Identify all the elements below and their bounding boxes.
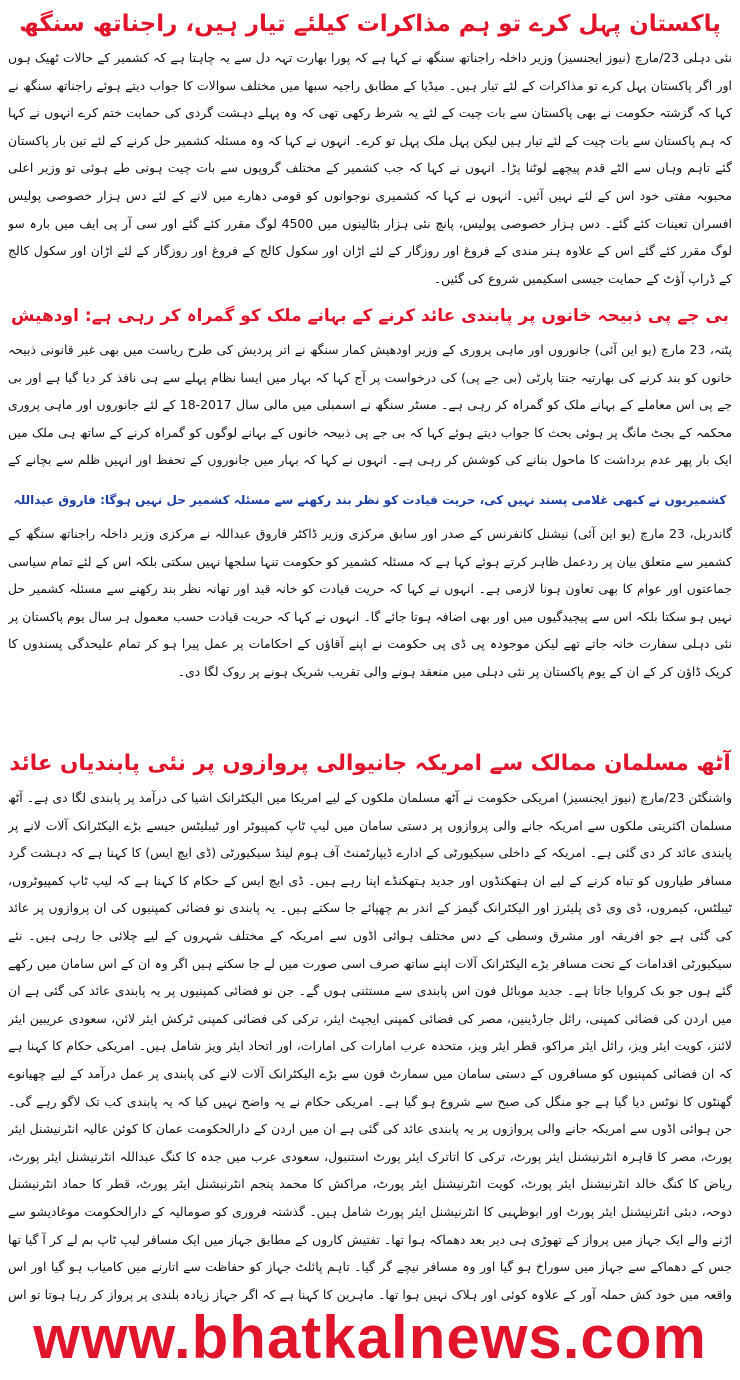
- headline-awadhesh: بی جے پی ذبیحہ خانوں پر پابندی عائد کرنے کے بہانے ملک کو گمراہ کر رہی ہے: اودھیش: [11, 306, 729, 326]
- article-body-awadhesh: پٹنہ، 23 مارچ (یو این آئی) جانوروں اور ماہی پروری کے وزیر اودھیش کمار سنگھ نے اتر پردیش کی طرح ریاست میں بھی غیر قانونی ذبیحہ خانوں کو بند کرنے کی بھارتیہ جنتا پارٹی (بی جے پی) کی درخواست پر آج کہا کہ بہار میں ایسا نظام پہلے سے ہی نافذ کر دیا گیا ہے اور بی جے پی اس معاملے کے بہانے ملک کو گمراہ کر رہی ہے۔ مسٹر سنگھ نے اسمبلی میں مالی سال 2017-18 کے لئے جانوروں اور ماہی پروری محکمہ کے بجٹ مانگ پر ہوئی بحث کا جواب دیتے ہوئے کہا کہ بی جے پی ذبیحہ خانوں کے بہانے لوگوں کو گمراہ کرنے کے ساتھ ہی ملک میں ایک بار پھر عدم برداشت کا ماحول بنانے کی کوشش کر رہی ہے۔ انہوں نے کہا کہ بہار میں جانوروں کے تحفظ اور انہیں ظلم سے بچانے کے: [8, 342, 732, 468]
- article-body-flight-restrictions: واشنگٹن 23/مارچ (نیوز ایجنسیز) امریکی حکومت نے آٹھ مسلمان ملکوں کے لیے امریکا میں الیکٹرانک اشیا کی درآمد پر پابندی لگا دی ہے۔ آٹھ مسلمان اکثریتی ملکوں سے امریکہ جانے والی پروازوں پر دستی سامان میں لیپ ٹاپ کمپیوٹر اور ٹیبلیٹس جیسے بڑے الیکٹرانک آلات لانے پر پابندی عائد کر دی گئی ہے۔ امریکہ کے داخلی سیکیورٹی کے ادارے ڈیپارٹمنٹ آف ہوم لینڈ سیکیورٹی (ڈی ایچ ایس) کا کہنا ہے کہ دہشت گرد مسافر طیاروں کو تباہ کرنے کے لیے ان ہتھکنڈوں اور جدید ہتھکنڈے اپنا رہے ہیں۔ ڈی ایچ ایس کے حکام کا کہنا ہے کہ لیپ ٹاپ کمپیوٹروں، ٹیبلٹس، کیمروں، ڈی وی ڈی پلیئرز اور الیکٹرانک گیمز کے اندر بم چھپائے جا سکتے ہیں۔ یہ پابندی نو فضائی کمپنیوں کی ان پروازوں پر عائد کی گئی ہے جو افریقہ اور مشرق وسطی کے دس مختلف ہوائی اڈوں سے امریکہ کے مختلف شہروں کے لیے چلائی جا رہی ہیں۔ نئے سیکیورٹی اقدامات کے تحت مسافر بڑے الیکٹرانک آلات اپنے ساتھ صرف اسی صورت میں لے جا سکتے ہیں اگر وہ ان کے اس سامان میں رکھے گئے ہوں جو بک کروایا جاتا ہے۔ جدید موبائل فون اس پابندی سے مستثنی ہوں گے۔ جن نو فضائی کمپنیوں پر یہ پابندی عائد کی گئی ہے ان میں اردن کی فضائی کمپنی، رائل جارڈینین، مصر کی فضائی کمپنی ایجپٹ ایئر، ترکی کی فضائی کمپنی ٹرکش ایئر لائن، سعودی عریبین ایئر لائنز، کویت ایئر ویز، رائل ایئر مراکو، قطر ایئر ویز، متحدہ عرب امارات کی امارات، اور اتحاد ایئر ویز شامل ہیں۔ امریکی حکام کا کہنا ہے کہ ان فضائی کمپنیوں کو مسافروں کے دستی سامان میں سمارٹ فون سے بڑے الیکٹرانک آلات لانے کی پابندی پر عمل درآمد کے لیے چھیانوے گھنٹوں کا نوٹس دیا گیا ہے جو منگل کی صبح سے شروع ہو گیا ہے۔ امریکی حکام نے یہ واضح نہیں کیا کہ یہ پابندی کب تک لاگو رہے گی۔ جن ہوائی اڈوں سے امریکہ جانے والی پروازوں پر یہ پابندی عائد کی گئی ہے ان میں اردن کے دارالحکومت عمان کا کوئن عالیہ انٹرنیشنل ایئر پورٹ، مصر کا قاہرہ انٹرنیشنل ایئر پورٹ، ترکی کا اتاترک ایئر پورٹ استنبول، سعودی عرب میں جدہ کا کنگ عبداللہ انٹرنیشنل ایئر پورٹ، ریاض کا کنگ خالد انٹرنیشنل ایئر پورٹ، کویت انٹرنیشنل ایئر پورٹ، مراکش کا محمد پنجم انٹرنیشنل ایئر پورٹ، قطر کا حماد انٹرنیشنل دوحہ، دبئی انٹرنیشنل ایئر پورٹ اور ابوظہبی کا انٹرنیشنل ایئر پورٹ شامل ہیں۔ گذشتہ فروری کو صومالیہ کے دارالحکومت موغادیشو سے اڑنے والے ایک جہاز میں پرواز کے تھوڑی ہی دیر بعد دھماکہ ہوا تھا۔ تفتیش کاروں کے مطابق جہاز میں ایک مسافر لیپ ٹاپ بم لے کر آ گیا تھا جس کے دھماکے سے جہاز میں سوراخ ہو گیا اور وہ مسافر نیچے گر گیا۔ تاہم پائلٹ جہاز کو حفاظت سے اتارنے میں کامیاب ہو گیا اور اس واقعہ میں خود کش حملہ آور کے علاوہ کوئی اور ہلاک نہیں ہوا تھا۔ ماہرین کا کہنا ہے کہ اگر جہاز زیادہ بلندی پر پرواز کر رہا ہوتا تو اس: [8, 790, 732, 1302]
- article-rajnath-singh: [8, 6, 732, 294]
- article-farooq-abdullah: [8, 482, 732, 742]
- article-body-farooq-abdullah: گاندربل، 23 مارچ (یو این آئی) نیشنل کانفرنس کے صدر اور سابق مرکزی وزیر ڈاکٹر فاروق عبداللہ نے مرکزی وزیر داخلہ راجناتھ سنگھ کے کشمیر سے متعلق بیان پر ردعمل ظاہر کرتے ہوئے کہا ہے کہ مسئلہ کشمیر کو حکومت تنہا سلجھا نہیں سکتی بلکہ اس کے لئے تمام سیاسی جماعتوں اور عوام کا بھی تعاون ہونا لازمی ہے۔ انہوں نے کہا کہ حریت قیادت کو خانہ قید اور تھانہ نظر بند رکھنے سے مسئلہ کشمیر حل نہیں ہو سکتا بلکہ اس سے پیچیدگیوں میں اور بھی اضافہ ہوتا جائے گا۔ انہوں نے کہا کہ حریت قیادت حسب معمول ہر سال یوم پاکستان پر نئی دہلی سفارت خانہ جاتے تھے لیکن موجودہ پی ڈی پی حکومت نے اپنے آقاؤں کے احکامات پر عمل پیرا ہو کر تمام علیحدگی پسندوں کا کریک ڈاؤن کر کے ان کے یوم پاکستان پر نئی دہلی میں منعقد ہونے والی تقریب شریک ہونے پر روک لگا دی۔: [8, 526, 732, 679]
- headline-rajnath-singh: پاکستان پہل کرے تو ہم مذاکرات کیلئے تیار ہیں، راجناتھ سنگھ: [19, 11, 721, 37]
- headline-flight-restrictions: آٹھ مسلمان ممالک سے امریکہ جانیوالی پروازوں پر نئی پابندیاں عائد: [9, 751, 731, 776]
- article-awadhesh: [8, 298, 732, 478]
- headline-farooq-abdullah: کشمیریوں نے کبھی غلامی پسند نہیں کی، حریت قیادت کو نظر بند رکھنے سے مسئلہ کشمیر حل نہیں ہوگا: فاروق عبداللہ: [13, 493, 727, 507]
- article-flight-restrictions: [8, 746, 732, 1310]
- site-url-link[interactable]: www.bhatkalnews.com: [33, 1304, 707, 1371]
- article-body-rajnath-singh: نئی دہلی 23/مارچ (نیوز ایجنسیز) وزیر داخلہ راجناتھ سنگھ نے کہا ہے کہ پورا بھارت تہہ دل سے یہ چاہتا ہے کہ کشمیر کے حالات ٹھیک ہوں اور اگر پاکستان پہل کرے تو مذاکرات کے لئے تیار ہیں۔ میڈیا کے مطابق راجیہ سبھا میں مختلف سوالات کا جواب دیتے ہوئے راجناتھ سنگھ نے کہا کہ گزشتہ حکومت نے بھی پاکستان سے بات چیت کے لئے یہ شرط رکھی تھی کہ وہ پہلے دہشت گردی کی حمایت ختم کرے انہوں نے کہا کہ ہم پاکستان سے بات چیت کے لئے تیار ہیں لیکن پہل ملک پہل تو کرے۔ انہوں نے کہا کہ وہ مسئلہ کشمیر حل کرنے کے لئے تین بار پاکستان گئے تاہم وہاں سے الٹے قدم پیچھے لوٹنا پڑا۔ انہوں نے کہا کہ جب کشمیر کے مختلف گروپوں سے بات چیت ہونی طے ہوئی تو وزیر اعلی محبوبہ مفتی خود اس کے لئے نہیں آئیں۔ انہوں نے کہا کہ کشمیری نوجوانوں کو قومی دھارے میں لانے کے لئے دس ہزار خصوصی پولیس افسران تعینات کئے گئے۔ دس ہزار خصوصی پولیس، پانچ نئی ہزار بٹالینوں میں 4500 لوگ مقرر کئے گئے اور سی آر پی ایف میں بارہ سو لوگ مقرر کئے گئے اس کے علاوہ ہنر مندی کے فروغ اور روزگار کے لئے اڑان اور سکول کالج کے فروغ اور روزگار کے لئے اڑان اور سکول کالج کے ڈراپ آؤٹ کے حمایت جیسی اسکیمیں شروع کی گئیں۔: [8, 50, 732, 286]
